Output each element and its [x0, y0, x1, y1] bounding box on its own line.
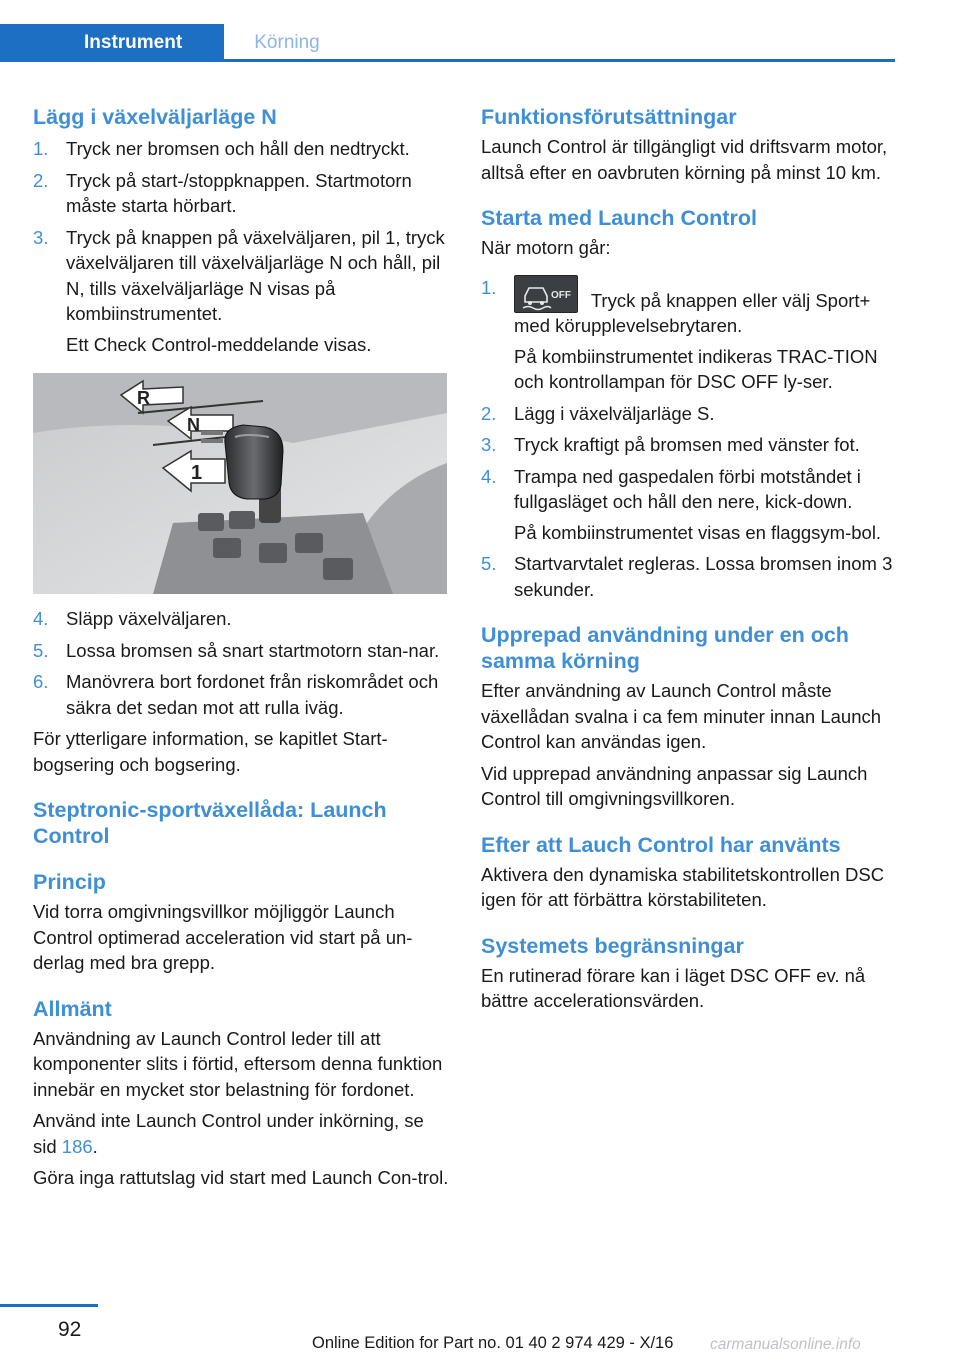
step-text: Tryck kraftigt på bromsen med vänster fot.	[514, 434, 860, 455]
watermark: carmanualsonline.info	[710, 1336, 861, 1353]
step-number: 5.	[33, 639, 49, 661]
step-number: 3.	[481, 434, 497, 455]
list-item	[33, 638, 451, 664]
heading-lagg-i-n: Lägg i växelväljarläge N	[33, 105, 277, 129]
step-text: Startvarvtalet regleras. Lossa bromsen inom 3 sekunder.	[514, 553, 893, 600]
step-text: Lägg i växelväljarläge S.	[514, 402, 715, 424]
step-subtext: Ett Check Control-meddelande visas.	[66, 333, 372, 355]
heading-launch-control: Steptronic-sportväxellåda: Launch Control	[33, 798, 387, 848]
step-number: 3.	[33, 226, 49, 248]
list-item	[33, 225, 451, 358]
allmant-text-prefix: Använd inte Launch Control under inkörning, se sid	[33, 1110, 424, 1157]
efter-paragraph: Aktivera den dynamiska stabilitetskontrollen DSC igen för att förbättra körstabiliteten.	[481, 863, 885, 910]
gear-selector-illustration	[33, 373, 447, 594]
forutsattningar-paragraph: Launch Control är tillgängligt vid driftsvarm motor, alltså efter en oavbruten körning på minst 10 km.	[481, 136, 888, 183]
steps-list-1	[33, 136, 451, 357]
heading-allmant: Allmänt	[33, 996, 112, 1021]
header-rule	[0, 59, 895, 62]
dsc-off-button-icon	[514, 275, 578, 313]
heading-begransningar: Systemets begränsningar	[481, 933, 744, 958]
list-item	[481, 275, 895, 395]
list-item	[481, 464, 895, 546]
upprepad-paragraph-2: Vid upprepad användning anpassar sig Launch Control till omgivningsvillkoren.	[481, 762, 868, 809]
allmant-text-suffix: .	[92, 1135, 98, 1157]
step-number: 6.	[33, 671, 49, 692]
footer-rule	[0, 1304, 98, 1307]
heading-princip: Princip	[33, 870, 106, 894]
step-text: Trampa ned gaspedalen förbi motståndet i fullgasläget och håll den nere, kick-down.	[514, 465, 861, 512]
list-item	[33, 168, 451, 219]
right-column	[481, 100, 895, 1014]
page-link-186[interactable]: 186	[61, 1135, 93, 1157]
list-item	[33, 136, 451, 162]
edition-text: Online Edition for Part no. 01 40 2 974 429 - X/16	[312, 1334, 674, 1352]
step-number: 1.	[33, 138, 49, 159]
list-item	[33, 669, 451, 720]
heading-starta: Starta med Launch Control	[481, 206, 757, 230]
allmant-paragraph-2	[33, 1108, 451, 1159]
step-number: 2.	[481, 402, 497, 424]
header-tab-bar	[0, 24, 895, 62]
list-item	[481, 432, 895, 458]
step-number: 4.	[481, 465, 497, 487]
step-text: Tryck på knappen på växelväljaren, pil 1, tryck växelväljaren till växelväljarläge N och håll, pil N, tills växelväljarläge N visas på kombiinstrumentet.	[66, 226, 445, 324]
tab-korning[interactable]: Körning	[254, 32, 320, 53]
step-text: Manövrera bort fordonet från riskområdet och säkra det sedan mot att rulla iväg.	[66, 671, 439, 718]
page-number: 92	[58, 1318, 82, 1341]
upprepad-paragraph: Efter användning av Launch Control måste växellådan svalna i ca fem minuter innan Launch Control kan användas igen.	[481, 680, 882, 752]
step-subtext: På kombiinstrumentet indikeras TRAC‐TION och kontrollampan för DSC OFF ly‐ser.	[514, 345, 878, 392]
heading-efter: Efter att Lauch Control har använts	[481, 832, 841, 857]
step-number: 4.	[33, 608, 49, 629]
step-text: Lossa bromsen så snart startmotorn stan‐nar.	[66, 639, 440, 661]
left-column	[33, 100, 451, 1191]
note-paragraph: För ytterligare information, se kapitlet Start‐bogsering och bogsering.	[33, 728, 388, 775]
step-text: Tryck på start-/stoppknappen. Startmotorn måste starta hörbart.	[66, 169, 412, 216]
label-n: N	[187, 415, 200, 435]
heading-funktionsforutsattningar: Funktionsförutsättningar	[481, 105, 737, 129]
label-r: R	[137, 388, 150, 408]
step-number: 1.	[481, 276, 497, 298]
list-item	[33, 606, 451, 632]
step-number: 5.	[481, 553, 497, 574]
steps-list-2	[33, 606, 451, 720]
list-item	[481, 401, 895, 427]
gear-selector-figure	[33, 373, 447, 594]
list-item	[481, 551, 895, 602]
step-text: Tryck på knappen eller välj Sport+ med körupplevelsebrytaren.	[514, 289, 871, 336]
starta-steps	[481, 275, 895, 603]
step-number: 2.	[33, 169, 49, 191]
starta-intro: När motorn går:	[481, 237, 611, 258]
step-text: Släpp växelväljaren.	[66, 608, 232, 629]
allmant-paragraph-3: Göra inga rattutslag vid start med Launch Con‐trol.	[33, 1167, 449, 1188]
step-subtext: På kombiinstrumentet visas en flaggsym‐bol.	[514, 521, 882, 543]
label-1: 1	[191, 462, 203, 484]
begransningar-paragraph: En rutinerad förare kan i läget DSC OFF ev. nå bättre accelerationsvärden.	[481, 964, 866, 1011]
step-text: Tryck ner bromsen och håll den nedtryckt.	[66, 138, 410, 159]
dsc-icon-label: OFF	[551, 289, 571, 301]
princip-paragraph: Vid torra omgivningsvillkor möjliggör Launch Control optimerad acceleration vid start på un‐derlag med bra grepp.	[33, 901, 413, 973]
tab-instrument[interactable]: Instrument	[0, 24, 224, 62]
allmant-paragraph: Användning av Launch Control leder till att komponenter slits i förtid, eftersom denna funktion innebär en mycket stor belastning för fordonet.	[33, 1027, 443, 1100]
heading-upprepad: Upprepad användning under en och samma körning	[481, 623, 849, 673]
